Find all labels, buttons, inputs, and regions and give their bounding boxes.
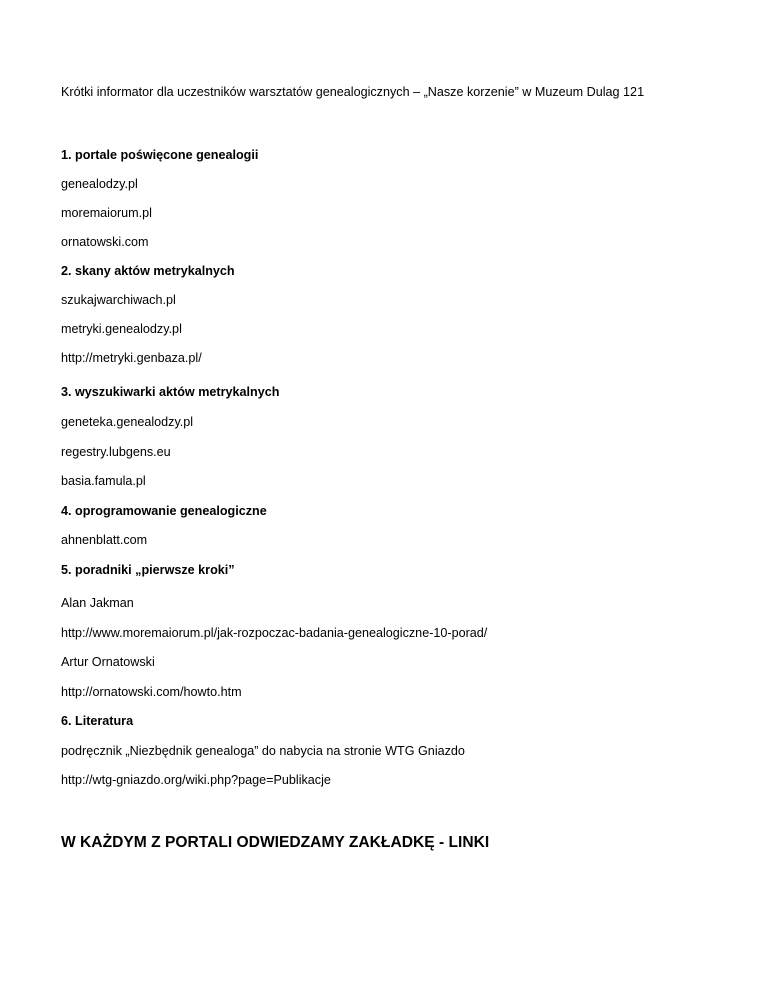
section-heading-portals: 1. portale poświęcone genealogii [61,148,259,162]
list-item: http://ornatowski.com/howto.htm [61,685,242,699]
footer-note: W KAŻDYM Z PORTALI ODWIEDZAMY ZAKŁADKĘ - LINKI [61,834,490,851]
list-item: regestry.lubgens.eu [61,445,171,459]
list-item: ornatowski.com [61,235,149,249]
section-heading-software: 4. oprogramowanie genealogiczne [61,504,267,518]
list-item: moremaiorum.pl [61,206,152,220]
list-item: Artur Ornatowski [61,655,155,669]
list-item: genealodzy.pl [61,177,138,191]
list-item: podręcznik „Niezbędnik genealoga” do nabycia na stronie WTG Gniazdo [61,744,465,758]
section-heading-scans: 2. skany aktów metrykalnych [61,264,235,278]
list-item: metryki.genealodzy.pl [61,322,182,336]
list-item: szukajwarchiwach.pl [61,293,176,307]
list-item: basia.famula.pl [61,474,146,488]
list-item: geneteka.genealodzy.pl [61,415,194,429]
section-heading-guides: 5. poradniki „pierwsze kroki” [61,563,235,577]
list-item: http://metryki.genbaza.pl/ [61,351,202,365]
list-item: ahnenblatt.com [61,533,148,547]
section-heading-literature: 6. Literatura [61,714,134,728]
section-heading-search: 3. wyszukiwarki aktów metrykalnych [61,385,280,399]
list-item: http://www.moremaiorum.pl/jak-rozpoczac-badania-genealogiczne-10-porad/ [61,626,488,640]
document-intro: Krótki informator dla uczestników warsztatów genealogicznych – „Nasze korzenie” w Muzeum Dulag 121 [61,85,645,99]
list-item: http://wtg-gniazdo.org/wiki.php?page=Publikacje [61,773,331,787]
list-item: Alan Jakman [61,596,134,610]
